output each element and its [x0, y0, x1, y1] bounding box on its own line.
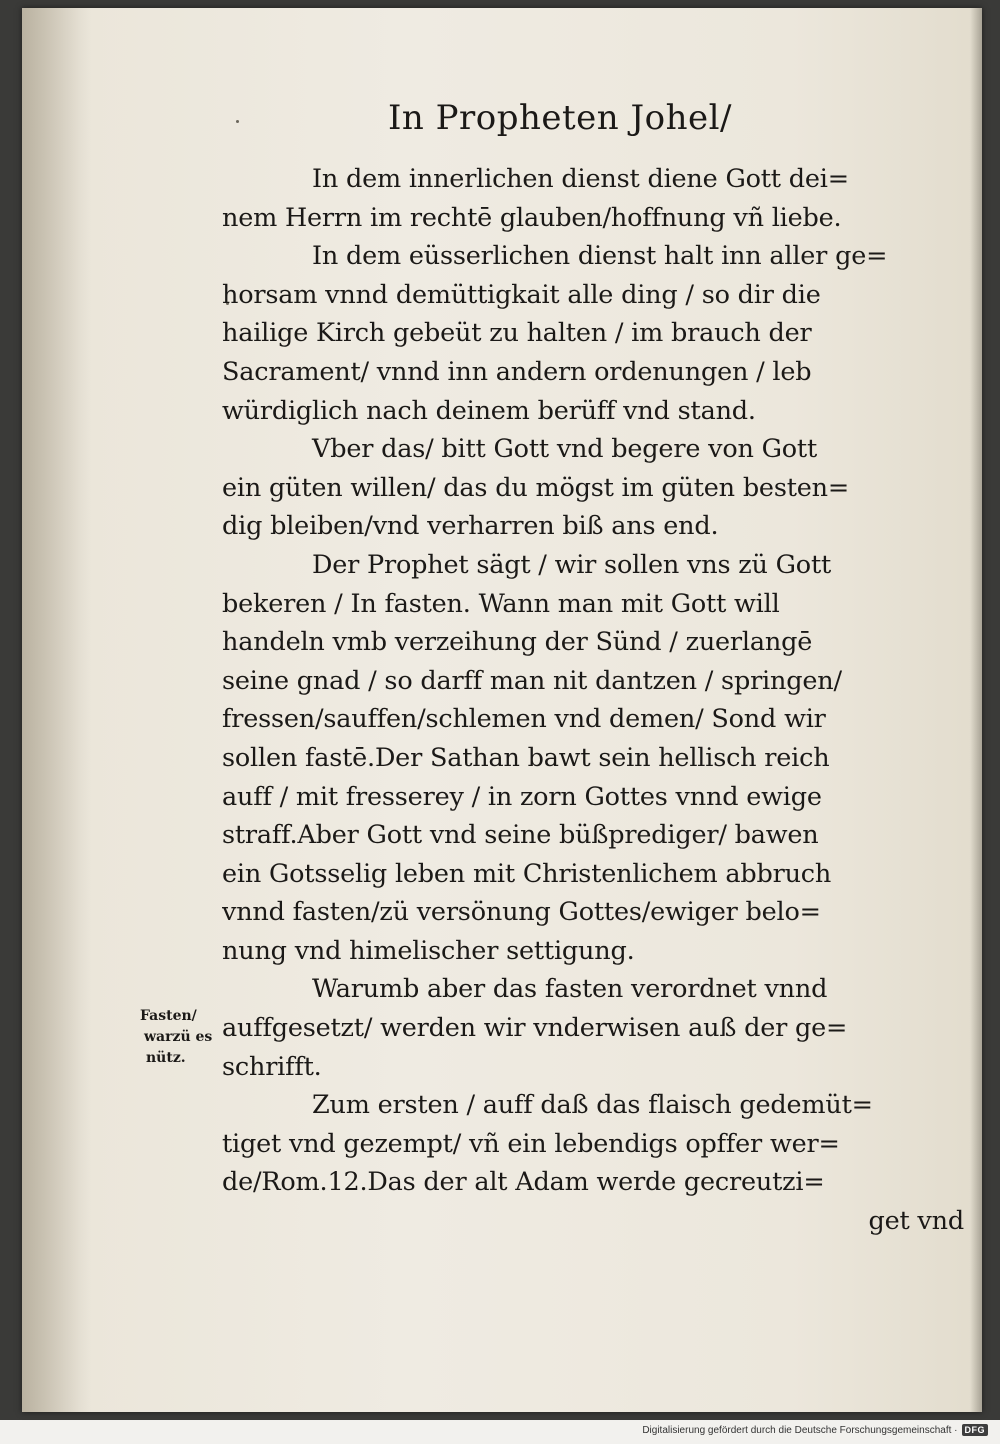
margin-note-line: Fasten/ [140, 1008, 197, 1024]
text-line: In dem eüsserlichen dienst halt inn aller ge= [312, 241, 888, 272]
text-line: seine gnad / so darff man nit dantzen / springen/ [222, 665, 842, 696]
footer-text: Digitalisierung gefördert durch die Deutsche Forschungsgemeinschaft · [642, 1424, 958, 1436]
ink-speck [236, 120, 239, 123]
text-line: straff.Aber Gott vnd seine büßprediger/ bawen [222, 820, 819, 851]
text-line: Der Prophet sägt / wir sollen vns zü Gott [312, 549, 832, 580]
text-line: tiget vnd gezempt/ vñ ein lebendigs opffer wer= [222, 1128, 840, 1159]
text-line: Sacrament/ vnnd inn andern ordenungen / leb [222, 356, 812, 387]
text-line: fressen/sauffen/schlemen vnd demen/ Sond wir [222, 704, 826, 735]
text-line: hailige Kirch gebeüt zu halten / im brauch der [222, 318, 812, 349]
text-line: schrifft. [222, 1051, 322, 1082]
text-line: nem Herrn im rechtē glauben/hoffnung vñ liebe. [222, 202, 842, 233]
text-line: dig bleiben/vnd verharren biß ans end. [222, 511, 719, 542]
text-line: Zum ersten / auff daß das flaisch gedemüt= [312, 1090, 873, 1121]
digitization-footer [642, 1424, 988, 1436]
text-line: würdiglich nach deinem berüff vnd stand. [222, 395, 756, 426]
text-line: nung vnd himelischer settigung. [222, 935, 635, 966]
text-line: In dem innerlichen dienst diene Gott dei= [312, 164, 849, 194]
text-line: horsam vnnd demüttigkait alle ding / so dir die [222, 279, 821, 310]
text-line: ein Gotsselig leben mit Christenlichem abbruch [222, 858, 832, 889]
gutter-shadow [22, 8, 92, 1412]
margin-note-line: warzü es [144, 1029, 213, 1045]
text-line: sollen fastē.Der Sathan bawt sein hellisch reich [222, 742, 830, 773]
text-line: Warumb aber das fasten verordnet vnnd [312, 974, 828, 1005]
margin-note [140, 1006, 212, 1069]
body-text [222, 160, 964, 1241]
catchword: get vnd [868, 1206, 964, 1237]
text-line: de/Rom.12.Das der alt Adam werde gecreutzi= [222, 1167, 825, 1198]
running-header: In Propheten Johel/ [388, 98, 732, 138]
text-line: auff / mit fresserey / in zorn Gottes vnnd ewige [222, 781, 822, 812]
margin-note-line: nütz. [146, 1050, 186, 1066]
text-line: Vber das/ bitt Gott vnd begere von Gott [312, 434, 818, 465]
page-edge [970, 8, 982, 1412]
dfg-logo-icon: DFG [962, 1424, 989, 1436]
text-line: ein güten willen/ das du mögst im güten besten= [222, 472, 850, 503]
text-line: handeln vmb verzeihung der Sünd / zuerlangē [222, 627, 813, 658]
text-line: auffgesetzt/ werden wir vnderwisen auß der ge= [222, 1013, 848, 1044]
text-line: bekeren / In fasten. Wann man mit Gott will [222, 588, 780, 619]
text-line: vnnd fasten/zü versönung Gottes/ewiger belo= [222, 897, 821, 928]
